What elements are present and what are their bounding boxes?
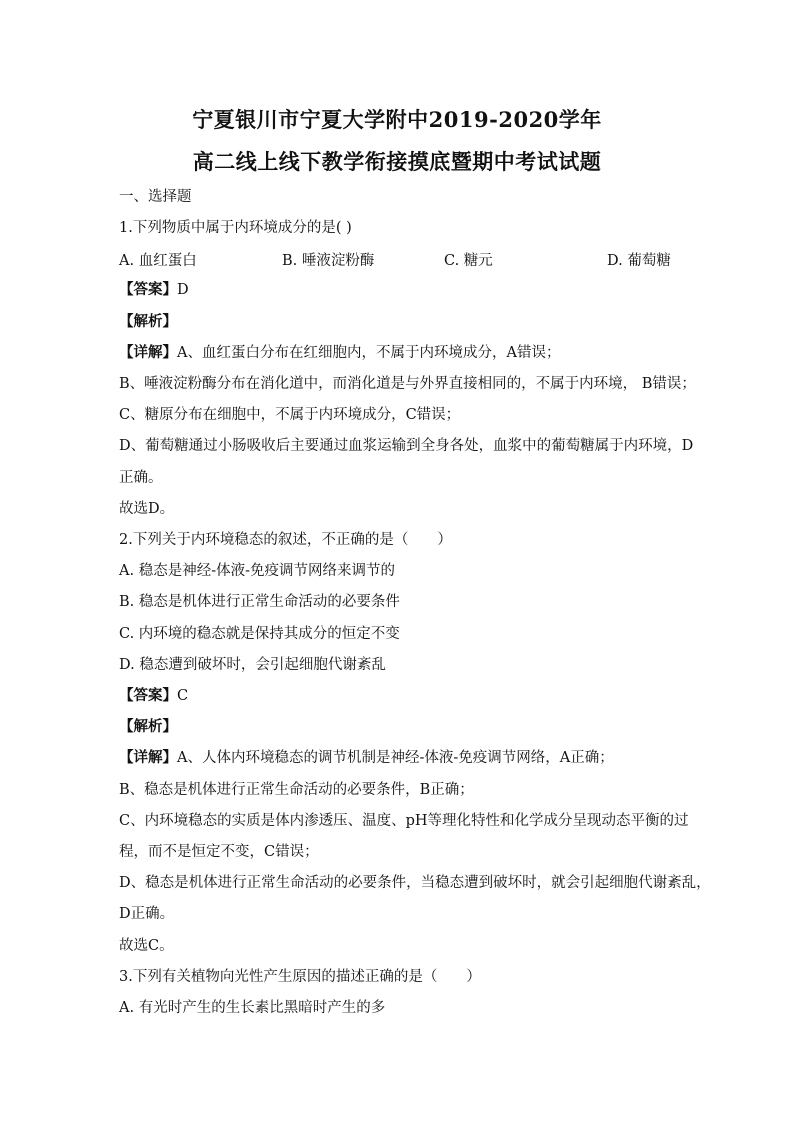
detail-tag: 【详解】 xyxy=(119,344,177,361)
section-heading: 一、选择题 xyxy=(119,189,192,205)
q2-option-d: D. 稳态遭到破坏时，会引起细胞代谢紊乱 xyxy=(119,657,386,673)
detail-text: A、人体内环境稳态的调节机制是神经-体液-免疫调节网络，A正确； xyxy=(177,750,614,766)
answer-value: D xyxy=(177,282,189,298)
q2-detail-1 xyxy=(119,748,614,768)
q2-option-c: C. 内环境的稳态就是保持其成分的恒定不变 xyxy=(119,626,400,642)
q2-detail-3: C、内环境稳态的实质是体内渗透压、温度、pH等理化特性和化学成分呈现动态平衡的过 xyxy=(119,813,689,829)
q2-conclusion: 故选C。 xyxy=(119,938,174,954)
q2-detail-6: D正确。 xyxy=(119,906,175,922)
q2-stem: 2.下列关于内环境稳态的叙述，不正确的是（ ） xyxy=(119,532,452,548)
q1-detail-4: D、葡萄糖通过小肠吸收后主要通过血浆运输到全身各处，血浆中的葡萄糖属于内环境，D xyxy=(119,438,694,454)
q1-answer xyxy=(119,280,189,300)
title-line-2: 高二线上线下教学衔接摸底暨期中考试试题 xyxy=(192,149,602,174)
q1-stem: 1.下列物质中属于内环境成分的是( ) xyxy=(119,220,352,236)
q2-detail-5: D、稳态是机体进行正常生命活动的必要条件，当稳态遭到破坏时，就会引起细胞代谢紊乱， xyxy=(119,875,711,891)
q3-stem: 3.下列有关植物向光性产生原因的描述正确的是（ ） xyxy=(119,969,481,985)
q1-detail-1 xyxy=(119,343,560,363)
q2-option-b: B. 稳态是机体进行正常生命活动的必要条件 xyxy=(119,594,400,610)
detail-tag: 【详解】 xyxy=(119,749,177,766)
q2-detail-4: 程，而不是恒定不变，C错误； xyxy=(119,844,319,860)
q1-option-c: C. 糖元 xyxy=(444,253,493,269)
answer-tag: 【答案】 xyxy=(119,687,177,704)
q2-detail-2: B、稳态是机体进行正常生命活动的必要条件，B正确； xyxy=(119,782,474,798)
detail-text: A、血红蛋白分布在红细胞内，不属于内环境成分，A错误； xyxy=(177,345,561,361)
answer-tag: 【答案】 xyxy=(119,281,177,298)
q1-option-b: B. 唾液淀粉酶 xyxy=(282,253,375,269)
q1-detail-5: 正确。 xyxy=(119,470,163,486)
q1-detail-2: B、唾液淀粉酶分布在消化道中，而消化道是与外界直接相同的，不属于内环境， B错误； xyxy=(119,376,696,392)
q2-analysis-tag: 【解析】 xyxy=(119,718,177,735)
q1-detail-3: C、糖原分布在细胞中，不属于内环境成分，C错误； xyxy=(119,407,461,423)
q1-option-a: A. 血红蛋白 xyxy=(119,253,197,269)
q1-option-d: D. 葡萄糖 xyxy=(607,253,671,269)
answer-value: C xyxy=(177,688,189,704)
q2-answer xyxy=(119,686,188,706)
q1-analysis-tag: 【解析】 xyxy=(119,313,177,330)
q1-conclusion: 故选D。 xyxy=(119,501,175,517)
q2-option-a: A. 稳态是神经-体液-免疫调节网络来调节的 xyxy=(119,563,395,579)
q3-option-a: A. 有光时产生的生长素比黑暗时产生的多 xyxy=(119,1000,386,1016)
title-line-1: 宁夏银川市宁夏大学附中2019-2020学年 xyxy=(192,107,602,132)
